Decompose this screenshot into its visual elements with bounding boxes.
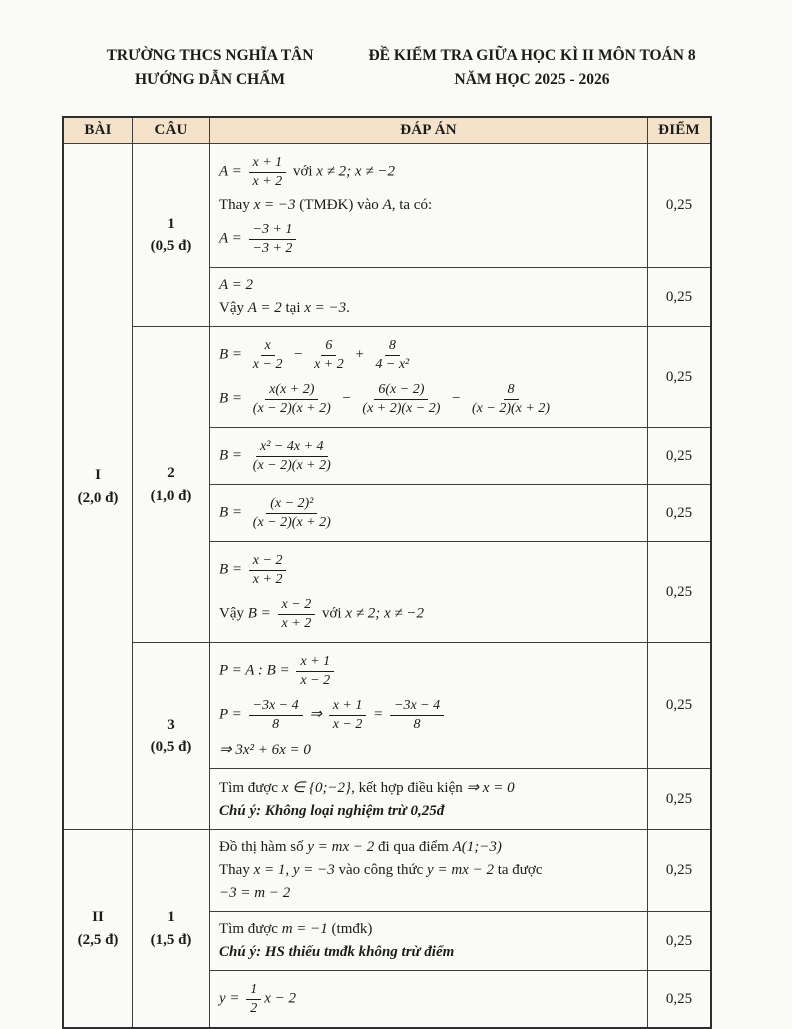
text-run: , kết hợp điều kiện — [351, 780, 467, 796]
fraction — [278, 596, 316, 632]
header-left — [78, 44, 342, 92]
math-run: = — [369, 706, 387, 723]
answer-line — [219, 740, 637, 759]
math-run: x ≠ 2; x ≠ −2 — [316, 163, 395, 180]
answer-line — [219, 803, 637, 820]
fraction-numerator: 6 — [321, 337, 336, 356]
fraction-denominator: 2 — [250, 1000, 258, 1016]
fraction-denominator: x − 2 — [252, 356, 283, 372]
math-run: y = — [219, 990, 244, 1007]
fraction-denominator: x − 2 — [300, 672, 331, 688]
fraction-numerator: −3x − 4 — [390, 697, 444, 716]
math-run: m = −1 — [281, 921, 328, 937]
fraction-numerator: x² − 4x + 4 — [256, 438, 328, 457]
column-header-bai: BÀI — [63, 117, 133, 144]
diem-cell: 0,25 — [648, 144, 712, 268]
table-header — [63, 117, 711, 144]
answer-line — [219, 921, 637, 938]
answer-line — [219, 336, 637, 374]
school-name: TRƯỜNG THCS NGHĨA TÂN — [106, 47, 314, 64]
math-run: A — [382, 197, 392, 213]
school-year: NĂM HỌC 2025 - 2026 — [454, 71, 610, 89]
math-run: A = 2 — [219, 277, 254, 293]
fraction — [371, 337, 413, 373]
cau-label: 1 — [167, 215, 175, 232]
fraction-denominator: (x − 2)(x + 2) — [472, 400, 550, 416]
math-run: ⇒ 3x² + 6x = 0 — [219, 742, 311, 758]
fraction — [249, 495, 335, 531]
math-run: P = — [219, 706, 246, 723]
answer-line — [219, 153, 637, 191]
math-run: B = — [219, 346, 246, 363]
cau-score: (1,5 đ) — [150, 931, 192, 948]
text-run: Đồ thị hàm số — [219, 839, 308, 855]
fraction-denominator: (x + 2)(x − 2) — [362, 400, 441, 416]
fraction — [310, 337, 348, 373]
cau-label: 3 — [167, 716, 175, 733]
answer-row — [63, 830, 711, 912]
diem-cell: 0,25 — [648, 643, 712, 769]
math-run: − — [447, 390, 466, 407]
bai-cell — [63, 830, 133, 1029]
fraction-numerator: 6(x − 2) — [374, 381, 428, 400]
column-header-cau: CÂU — [133, 117, 210, 144]
math-run: y = mx − 2 — [307, 839, 375, 855]
cau-cell — [133, 144, 210, 327]
answer-line — [219, 300, 637, 317]
math-run: x = 1, y = −3 — [253, 862, 335, 878]
text-run: Tìm được — [219, 921, 282, 937]
answer-line — [219, 437, 637, 475]
dapan-cell — [210, 769, 648, 830]
fraction — [249, 438, 335, 474]
text-run: tại — [281, 300, 305, 316]
text-run: Thay — [219, 197, 254, 213]
fraction — [249, 697, 303, 733]
dapan-cell — [210, 144, 648, 268]
math-run: ⇒ x = 0 — [466, 780, 515, 796]
answer-line — [219, 595, 637, 633]
exam-title: ĐỀ KIỂM TRA GIỮA HỌC KÌ II MÔN TOÁN 8 — [368, 47, 696, 64]
fraction — [296, 653, 334, 689]
answer-line — [219, 696, 637, 734]
math-run: B = — [219, 447, 246, 464]
text-run: (TMĐK) vào — [295, 197, 383, 213]
diem-cell: 0,25 — [648, 485, 712, 542]
fraction-numerator: x + 1 — [296, 653, 334, 672]
dapan-cell — [210, 971, 648, 1029]
fraction-denominator: (x − 2)(x + 2) — [252, 457, 331, 473]
fraction-denominator: 8 — [413, 716, 421, 732]
fraction-denominator: 4 − x² — [375, 356, 410, 372]
diem-cell: 0,25 — [648, 912, 712, 971]
math-run: A = — [219, 230, 246, 247]
cau-label: 1 — [167, 909, 175, 925]
text-run: Vậy — [219, 605, 248, 622]
table-body — [63, 144, 711, 1029]
fraction-denominator: (x − 2)(x + 2) — [252, 514, 331, 530]
fraction-numerator: x(x + 2) — [265, 381, 318, 400]
bai-score: (2,5 đ) — [77, 931, 119, 948]
answer-line — [219, 980, 637, 1018]
dapan-cell — [210, 542, 648, 643]
math-run: A(1;−3) — [452, 839, 502, 855]
answer-line — [219, 652, 637, 690]
answer-key-table — [62, 116, 712, 1029]
doc-type: HƯỚNG DẪN CHẤM — [134, 71, 286, 89]
answer-line — [219, 380, 637, 418]
fraction-numerator: 8 — [504, 381, 519, 400]
answer-line — [219, 885, 637, 902]
dapan-cell — [210, 327, 648, 428]
bai-label: II — [92, 909, 104, 925]
math-run: P = A : B = — [219, 662, 294, 679]
fraction — [358, 381, 444, 417]
fraction-numerator: 1 — [246, 981, 261, 1000]
fraction — [249, 154, 287, 190]
dapan-cell — [210, 485, 648, 542]
math-run: B = — [219, 561, 246, 578]
diem-cell: 0,25 — [648, 769, 712, 830]
text-run: . — [346, 300, 350, 316]
fraction — [249, 552, 287, 588]
fraction-numerator: x — [261, 337, 275, 356]
math-run: A = 2 — [247, 300, 282, 316]
math-run: ⇒ — [305, 706, 326, 723]
dapan-cell — [210, 912, 648, 971]
fraction-denominator: (x − 2)(x + 2) — [252, 400, 331, 416]
fraction-numerator: (x − 2)² — [266, 495, 317, 514]
note-run: Chú ý: Không loại nghiệm trừ 0,25đ — [219, 803, 445, 819]
fraction-numerator: x − 2 — [249, 552, 287, 571]
fraction — [390, 697, 444, 733]
diem-cell: 0,25 — [648, 830, 712, 912]
fraction-denominator: 8 — [272, 716, 280, 732]
diem-cell: 0,25 — [648, 268, 712, 327]
math-run: B = — [247, 605, 275, 622]
fraction-denominator: x − 2 — [332, 716, 363, 732]
text-run: Tìm được — [219, 780, 282, 796]
fraction-numerator: x + 1 — [249, 154, 287, 173]
header-right — [342, 44, 722, 92]
math-run: y = mx − 2 — [427, 862, 494, 878]
math-run: A = — [219, 163, 246, 180]
answer-row — [63, 144, 711, 268]
text-run: Vậy — [219, 300, 248, 316]
text-run: (tmđk) — [327, 921, 373, 937]
diem-cell: 0,25 — [648, 428, 712, 485]
cau-score: (0,5 đ) — [150, 238, 192, 254]
fraction — [468, 381, 554, 417]
cau-cell — [133, 830, 210, 1029]
fraction-numerator: x − 2 — [278, 596, 316, 615]
fraction — [246, 981, 261, 1017]
fraction-numerator: −3 + 1 — [249, 221, 297, 240]
page-header — [0, 0, 792, 92]
math-run: − — [289, 346, 308, 363]
math-run: x ∈ {0;−2} — [281, 780, 352, 796]
answer-line — [219, 494, 637, 532]
text-run: , ta có: — [391, 197, 433, 213]
math-run: x = −3 — [253, 197, 296, 213]
column-header-diem: ĐIỂM — [648, 117, 712, 144]
fraction — [329, 697, 367, 733]
fraction-numerator: −3x − 4 — [249, 697, 303, 716]
math-run: x − 2 — [264, 990, 297, 1007]
fraction-denominator: x + 2 — [252, 173, 283, 189]
answer-line — [219, 197, 637, 214]
math-run: B = — [219, 504, 246, 521]
text-run: với — [318, 605, 346, 622]
fraction-denominator: x + 2 — [314, 356, 344, 372]
dapan-cell — [210, 268, 648, 327]
cau-label: 2 — [167, 465, 175, 481]
bai-cell — [63, 144, 133, 830]
answer-line — [219, 551, 637, 589]
dapan-cell — [210, 428, 648, 485]
fraction-denominator: x + 2 — [281, 615, 312, 631]
text-run: vào công thức — [334, 862, 428, 878]
fraction — [249, 337, 287, 373]
fraction-numerator: 8 — [385, 337, 400, 356]
table-header-row — [63, 117, 711, 144]
fraction-numerator: x + 1 — [329, 697, 367, 716]
cau-cell — [133, 327, 210, 643]
diem-cell: 0,25 — [648, 542, 712, 643]
math-run: x ≠ 2; x ≠ −2 — [345, 605, 424, 622]
diem-cell: 0,25 — [648, 971, 712, 1029]
note-run: Chú ý: HS thiếu tmđk không trừ điểm — [219, 944, 455, 960]
math-run: + — [350, 346, 369, 363]
math-run: B = — [219, 390, 246, 407]
diem-cell: 0,25 — [648, 327, 712, 428]
text-run: ta được — [493, 862, 543, 878]
fraction-denominator: x + 2 — [252, 571, 283, 587]
cau-cell — [133, 643, 210, 830]
dapan-cell — [210, 830, 648, 912]
answer-row — [63, 327, 711, 428]
math-run: x = −3 — [304, 300, 347, 316]
answer-line — [219, 778, 637, 797]
fraction-denominator: −3 + 2 — [252, 240, 293, 256]
dapan-cell — [210, 643, 648, 769]
answer-line — [219, 839, 637, 856]
text-run: với — [289, 163, 317, 180]
cau-score: (0,5 đ) — [150, 739, 192, 755]
math-run: − — [337, 390, 356, 407]
bai-score: (2,0 đ) — [77, 489, 119, 506]
answer-line — [219, 944, 637, 961]
answer-line — [219, 862, 637, 879]
answer-line — [219, 220, 637, 258]
answer-line — [219, 277, 637, 294]
fraction — [249, 381, 335, 417]
cau-score: (1,0 đ) — [150, 487, 192, 504]
text-run: đi qua điểm — [374, 839, 453, 855]
column-header-dapan: ĐÁP ÁN — [210, 117, 648, 144]
math-run: −3 = m − 2 — [219, 885, 291, 901]
text-run: Thay — [219, 862, 254, 878]
fraction — [249, 221, 297, 257]
bai-label: I — [95, 467, 101, 483]
answer-row — [63, 643, 711, 769]
